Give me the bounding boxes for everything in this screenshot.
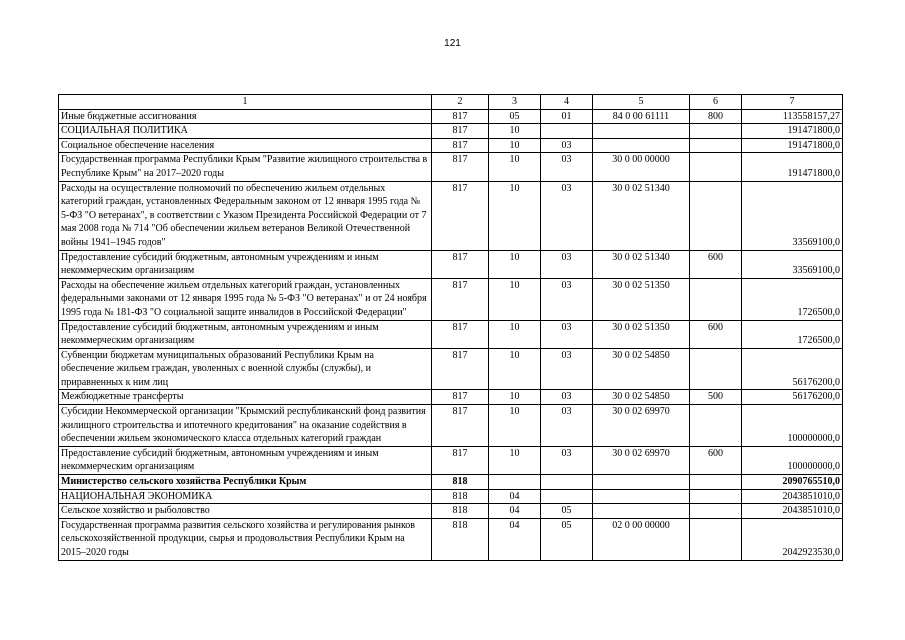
table-row — [59, 348, 843, 390]
row-name-cell: Расходы на осуществление полномочий по обеспечению жильем отдельных категорий граждан, установленных Федеральным законом от 12 января 1995 года № 5-ФЗ "О ветеранах", в соответствии с Указом Президента Российской Федерации от 7 мая 2008 года № 714 "Об обеспечении жильем ветеранов Великой Отечественной войны 1941–1945 годов" — [59, 181, 432, 250]
table-row — [59, 181, 843, 250]
row-section-cell — [489, 475, 541, 490]
row-amount-cell: 2090765510,0 — [742, 475, 843, 490]
row-expense-type-cell — [690, 138, 742, 153]
column-header: 1 — [59, 95, 432, 110]
row-target-cell: 30 0 02 51350 — [593, 278, 690, 320]
row-expense-type-cell — [690, 475, 742, 490]
page-number: 121 — [444, 38, 461, 49]
table-row — [59, 390, 843, 405]
row-section-cell: 10 — [489, 153, 541, 181]
row-subsection-cell: 03 — [541, 138, 593, 153]
row-code-cell: 817 — [432, 109, 489, 124]
row-name-cell: Иные бюджетные ассигнования — [59, 109, 432, 124]
row-name-cell: Министерство сельского хозяйства Республики Крым — [59, 475, 432, 490]
row-subsection-cell: 05 — [541, 504, 593, 519]
row-amount-cell: 56176200,0 — [742, 348, 843, 390]
row-target-cell: 84 0 00 61111 — [593, 109, 690, 124]
row-amount-cell: 100000000,0 — [742, 446, 843, 474]
row-subsection-cell: 03 — [541, 348, 593, 390]
row-amount-cell: 1726500,0 — [742, 278, 843, 320]
row-amount-cell: 113558157,27 — [742, 109, 843, 124]
row-subsection-cell: 03 — [541, 153, 593, 181]
column-header: 4 — [541, 95, 593, 110]
table-row — [59, 504, 843, 519]
row-subsection-cell: 03 — [541, 446, 593, 474]
row-expense-type-cell: 600 — [690, 250, 742, 278]
row-amount-cell: 1726500,0 — [742, 320, 843, 348]
row-section-cell: 04 — [489, 489, 541, 504]
row-section-cell: 10 — [489, 348, 541, 390]
column-header: 7 — [742, 95, 843, 110]
column-header: 5 — [593, 95, 690, 110]
row-amount-cell: 191471800,0 — [742, 124, 843, 139]
table-row — [59, 250, 843, 278]
column-header: 3 — [489, 95, 541, 110]
row-name-cell: Сельское хозяйство и рыболовство — [59, 504, 432, 519]
row-code-cell: 817 — [432, 153, 489, 181]
row-subsection-cell — [541, 124, 593, 139]
row-code-cell: 818 — [432, 489, 489, 504]
row-subsection-cell: 03 — [541, 405, 593, 447]
row-subsection-cell: 03 — [541, 320, 593, 348]
table-row — [59, 475, 843, 490]
row-code-cell: 817 — [432, 390, 489, 405]
row-name-cell: Предоставление субсидий бюджетным, автономным учреждениям и иным некоммерческим организациям — [59, 446, 432, 474]
row-section-cell: 04 — [489, 504, 541, 519]
row-name-cell: Субвенции бюджетам муниципальных образований Республики Крым на обеспечение жильем граждан, уволенных с военной службы (службы), и приравненных к ним лиц — [59, 348, 432, 390]
row-target-cell: 30 0 02 51350 — [593, 320, 690, 348]
table-row — [59, 138, 843, 153]
column-header: 6 — [690, 95, 742, 110]
row-subsection-cell: 03 — [541, 390, 593, 405]
row-name-cell: Государственная программа развития сельского хозяйства и регулирования рынков сельскохозяйственной продукции, сырья и продовольствия Республики Крым на 2015–2020 годы — [59, 518, 432, 560]
row-target-cell: 30 0 02 51340 — [593, 181, 690, 250]
row-target-cell: 30 0 02 51340 — [593, 250, 690, 278]
row-section-cell: 10 — [489, 446, 541, 474]
row-subsection-cell — [541, 475, 593, 490]
row-section-cell: 10 — [489, 405, 541, 447]
row-amount-cell: 191471800,0 — [742, 153, 843, 181]
row-target-cell: 02 0 00 00000 — [593, 518, 690, 560]
row-name-cell: Расходы на обеспечение жильем отдельных категорий граждан, установленных федеральными законами от 12 января 1995 года № 5-ФЗ "О ветеранах" и от 24 ноября 1995 года № 181-ФЗ "О социальной защите инвалидов в Российской Федерации" — [59, 278, 432, 320]
row-amount-cell: 191471800,0 — [742, 138, 843, 153]
table-row — [59, 489, 843, 504]
row-code-cell: 817 — [432, 181, 489, 250]
table-row — [59, 518, 843, 560]
row-code-cell: 818 — [432, 475, 489, 490]
row-code-cell: 817 — [432, 138, 489, 153]
row-expense-type-cell: 600 — [690, 446, 742, 474]
row-section-cell: 10 — [489, 278, 541, 320]
row-name-cell: Предоставление субсидий бюджетным, автономным учреждениям и иным некоммерческим организациям — [59, 320, 432, 348]
table-header-row — [59, 95, 843, 110]
table-row — [59, 405, 843, 447]
row-amount-cell: 2043851010,0 — [742, 504, 843, 519]
row-code-cell: 818 — [432, 504, 489, 519]
row-target-cell — [593, 475, 690, 490]
table-row — [59, 124, 843, 139]
row-target-cell: 30 0 02 54850 — [593, 390, 690, 405]
column-header: 2 — [432, 95, 489, 110]
row-expense-type-cell: 600 — [690, 320, 742, 348]
row-section-cell: 10 — [489, 320, 541, 348]
row-section-cell: 10 — [489, 181, 541, 250]
row-subsection-cell: 03 — [541, 278, 593, 320]
row-subsection-cell: 05 — [541, 518, 593, 560]
row-name-cell: Субсидии Некоммерческой организации "Крымский республиканский фонд развития жилищного строительства и ипотечного кредитования" на оказание содействия в обеспечении жильем экономического класса отдельных категорий граждан — [59, 405, 432, 447]
table-row — [59, 109, 843, 124]
row-target-cell: 30 0 00 00000 — [593, 153, 690, 181]
row-code-cell: 817 — [432, 278, 489, 320]
row-name-cell: НАЦИОНАЛЬНАЯ ЭКОНОМИКА — [59, 489, 432, 504]
row-expense-type-cell — [690, 278, 742, 320]
row-expense-type-cell — [690, 518, 742, 560]
row-amount-cell: 33569100,0 — [742, 181, 843, 250]
row-name-cell: Предоставление субсидий бюджетным, автономным учреждениям и иным некоммерческим организациям — [59, 250, 432, 278]
row-target-cell: 30 0 02 54850 — [593, 348, 690, 390]
row-target-cell — [593, 504, 690, 519]
row-target-cell — [593, 138, 690, 153]
row-name-cell: СОЦИАЛЬНАЯ ПОЛИТИКА — [59, 124, 432, 139]
row-target-cell — [593, 489, 690, 504]
row-expense-type-cell — [690, 405, 742, 447]
row-subsection-cell: 03 — [541, 250, 593, 278]
row-amount-cell: 56176200,0 — [742, 390, 843, 405]
table-row — [59, 320, 843, 348]
row-target-cell: 30 0 02 69970 — [593, 405, 690, 447]
row-subsection-cell — [541, 489, 593, 504]
row-code-cell: 817 — [432, 446, 489, 474]
row-code-cell: 817 — [432, 405, 489, 447]
row-section-cell: 10 — [489, 250, 541, 278]
row-code-cell: 817 — [432, 124, 489, 139]
table-row — [59, 278, 843, 320]
row-expense-type-cell: 800 — [690, 109, 742, 124]
row-amount-cell: 33569100,0 — [742, 250, 843, 278]
row-expense-type-cell — [690, 348, 742, 390]
row-amount-cell: 2043851010,0 — [742, 489, 843, 504]
row-code-cell: 817 — [432, 348, 489, 390]
row-amount-cell: 100000000,0 — [742, 405, 843, 447]
row-section-cell: 10 — [489, 138, 541, 153]
row-section-cell: 10 — [489, 124, 541, 139]
table-row — [59, 446, 843, 474]
row-code-cell: 817 — [432, 320, 489, 348]
row-subsection-cell: 03 — [541, 181, 593, 250]
row-target-cell: 30 0 02 69970 — [593, 446, 690, 474]
row-name-cell: Межбюджетные трансферты — [59, 390, 432, 405]
row-expense-type-cell — [690, 181, 742, 250]
table-row — [59, 153, 843, 181]
row-section-cell: 05 — [489, 109, 541, 124]
row-code-cell: 817 — [432, 250, 489, 278]
row-subsection-cell: 01 — [541, 109, 593, 124]
row-name-cell: Социальное обеспечение населения — [59, 138, 432, 153]
row-code-cell: 818 — [432, 518, 489, 560]
row-name-cell: Государственная программа Республики Крым "Развитие жилищного строительства в Республике Крым" на 2017–2020 годы — [59, 153, 432, 181]
budget-table — [58, 94, 843, 561]
row-section-cell: 04 — [489, 518, 541, 560]
row-expense-type-cell — [690, 489, 742, 504]
row-expense-type-cell — [690, 504, 742, 519]
row-expense-type-cell — [690, 124, 742, 139]
row-expense-type-cell: 500 — [690, 390, 742, 405]
row-target-cell — [593, 124, 690, 139]
row-expense-type-cell — [690, 153, 742, 181]
row-amount-cell: 2042923530,0 — [742, 518, 843, 560]
row-section-cell: 10 — [489, 390, 541, 405]
